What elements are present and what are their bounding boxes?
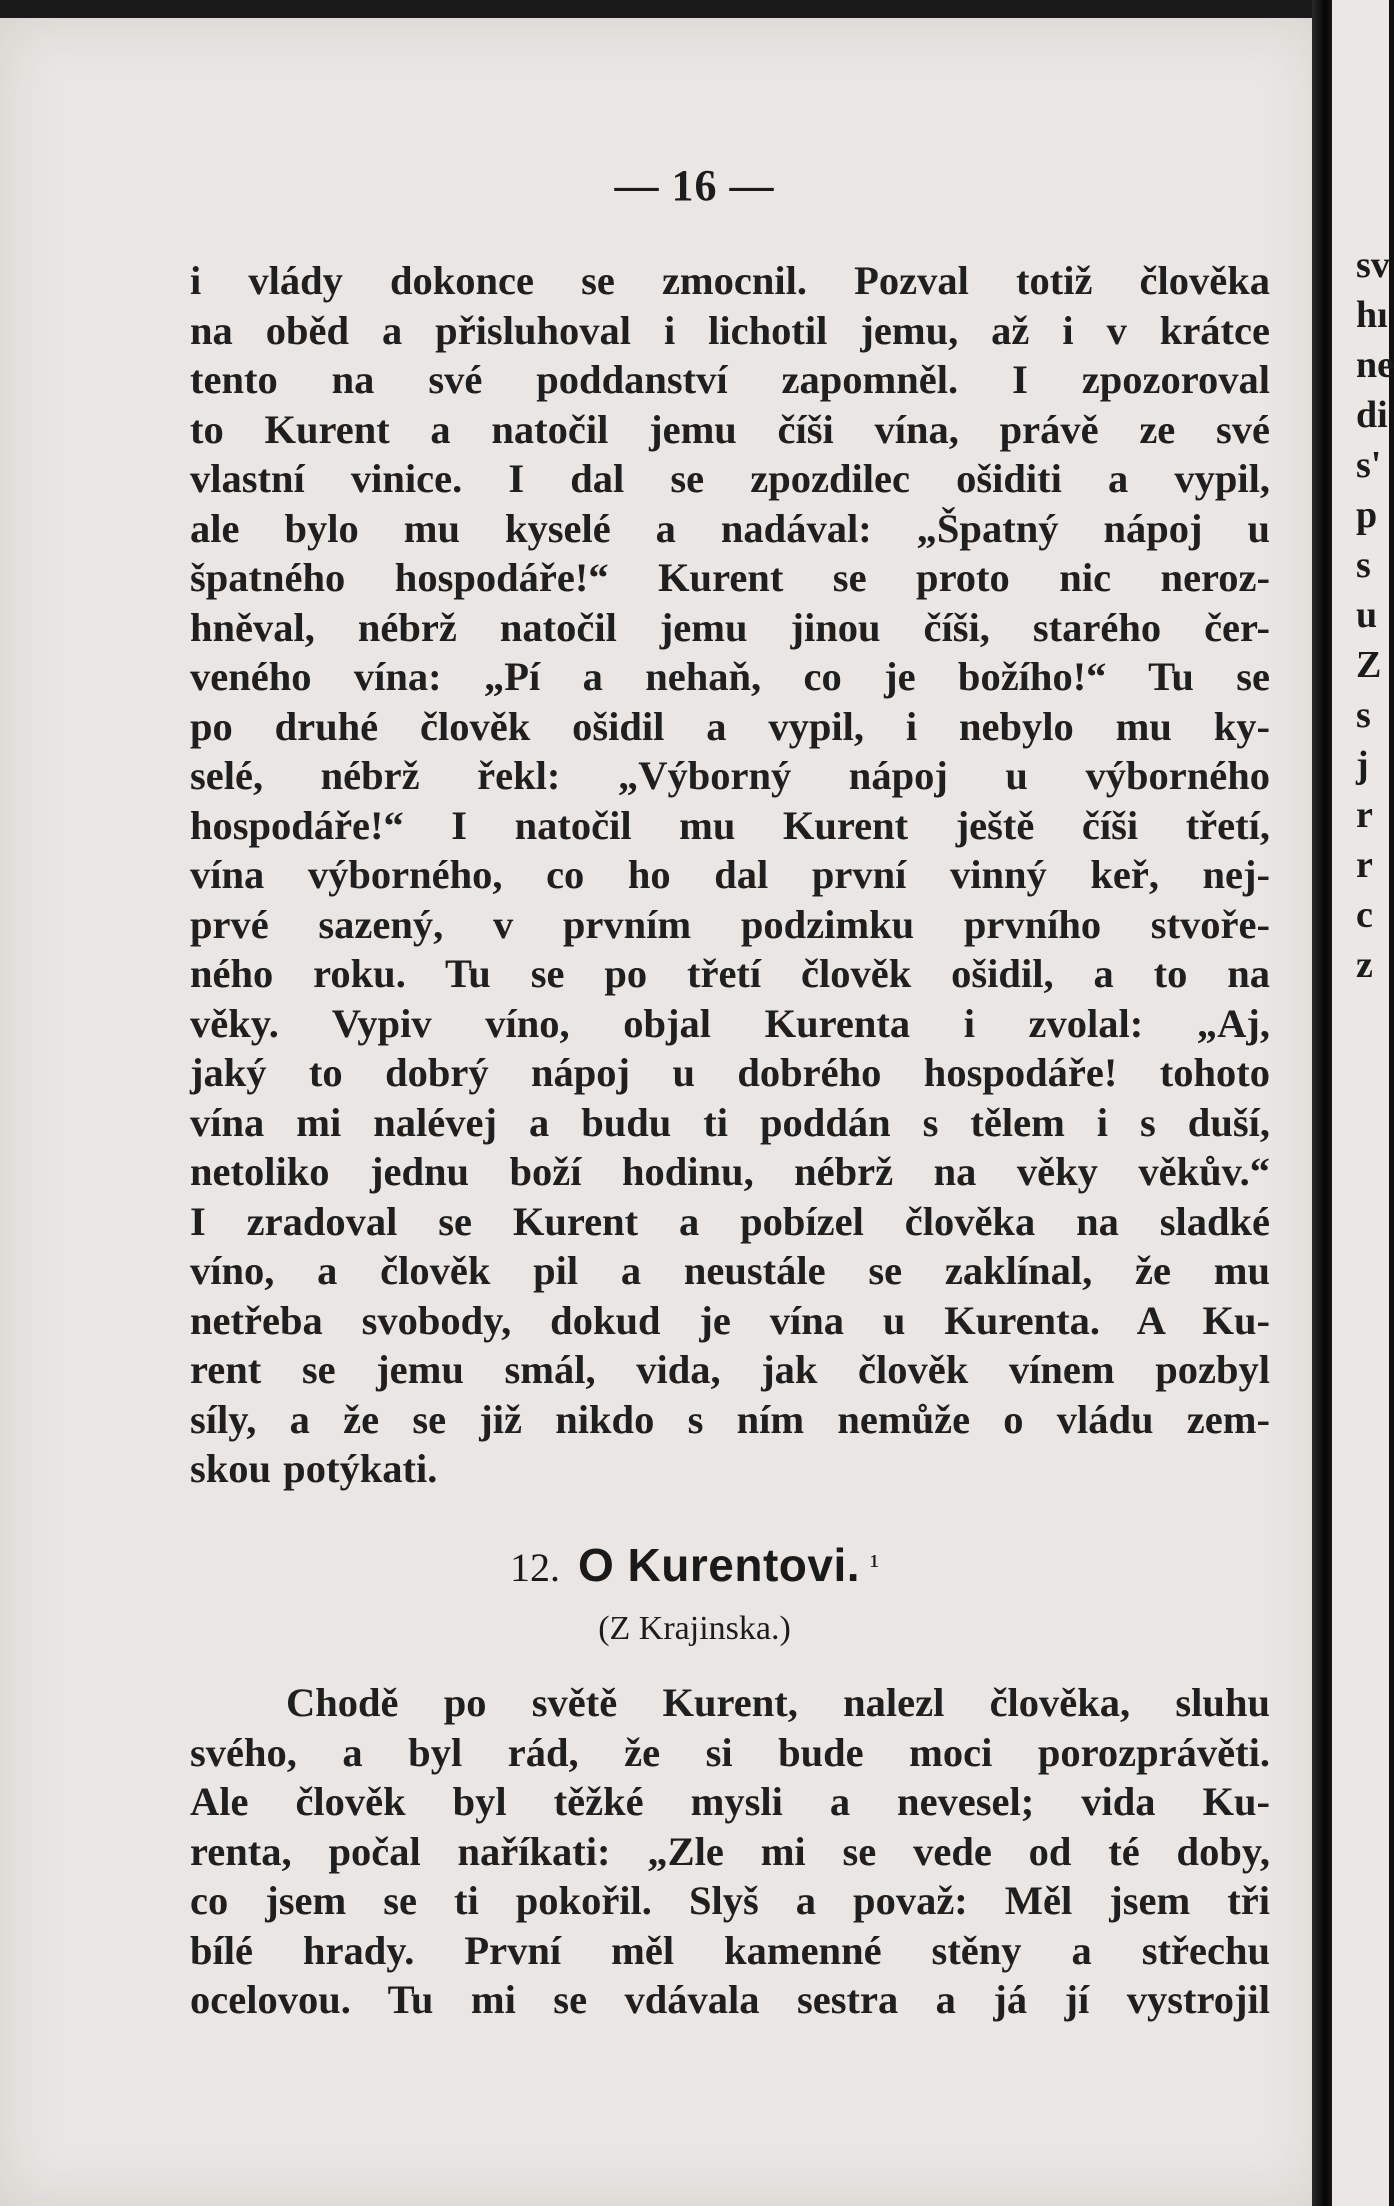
section-number: 12. [509, 1545, 560, 1590]
text-line: svého, a byl rád, že si bude moci porozprávěti. [190, 1729, 1270, 1775]
text-line: síly, a že se již nikdo s ním nemůže o vládu zem- [190, 1396, 1270, 1442]
edge-text: u [1356, 594, 1378, 636]
page-number: — 16 — [614, 161, 775, 210]
text-line: Ale člověk byl těžké mysli a nevesel; vida Ku- [190, 1779, 1270, 1824]
edge-text: s' [1356, 444, 1382, 486]
paragraph-continued [190, 256, 1270, 1494]
text-line: I zradoval se Kurent a pobízel člověka na sladké [190, 1198, 1270, 1244]
text-line: hospodáře!“ I natočil mu Kurent ještě číši třetí, [190, 802, 1270, 848]
section-title: O Kurentovi. [577, 1539, 861, 1591]
text-line: co jsem se ti pokořil. Slyš a považ: Měl jsem tři [190, 1878, 1270, 1923]
text-line: věky. Vypiv víno, objal Kurenta i zvolal: „Aj, [190, 1000, 1270, 1046]
text-line: jaký to dobrý nápoj u dobrého hospodáře! tohoto [190, 1050, 1270, 1095]
text-line: to Kurent a natočil jemu číši vína, právě ze své [190, 406, 1270, 452]
edge-text: r [1356, 794, 1373, 836]
text-line: ale bylo mu kyselé a nadával: „Špatný nápoj u [190, 505, 1270, 551]
text-line: selé, nébrž řekl: „Výborný nápoj u výborného [190, 753, 1270, 798]
edge-text: di [1356, 394, 1388, 436]
text-line: špatného hospodáře!“ Kurent se proto nic neroz- [190, 555, 1270, 600]
text-line: vína výborného, co ho dal první vinný keř, nej- [190, 852, 1270, 897]
edge-text: hı [1356, 294, 1388, 336]
edge-text: ne [1356, 344, 1394, 386]
text-line: ného roku. Tu se po třetí člověk ošidil, a to na [190, 951, 1270, 996]
text-line: skou potýkati. [190, 1446, 438, 1491]
text-line: vína mi nalévej a budu ti poddán s tělem i s duší, [190, 1099, 1270, 1145]
edge-text: Z [1356, 644, 1382, 686]
edge-text: sv [1356, 244, 1390, 286]
text-line: netoliko jednu boží hodinu, nébrž na věky věkův.“ [190, 1149, 1270, 1194]
paragraph [190, 1678, 1270, 2025]
text-line: netřeba svobody, dokud je vína u Kurenta. A Ku- [190, 1297, 1270, 1343]
edge-text: r [1356, 844, 1373, 886]
text-line: Chodě po světě Kurent, nalezl člověka, sluhu [286, 1680, 1270, 1725]
edge-text: p [1356, 494, 1378, 536]
edge-text: s [1356, 694, 1371, 736]
text-line: rent se jemu smál, vida, jak člověk vínem pozbyl [190, 1347, 1270, 1392]
book-page [0, 18, 1322, 2206]
footnote-mark: ¹ [870, 1548, 880, 1582]
text-line: veného vína: „Pí a nehaň, co je božího!“ Tu se [190, 654, 1270, 699]
section-source: (Z Krajinska.) [598, 1610, 791, 1647]
text-line: vlastní vinice. I dal se zpozdilec ošiditi a vypil, [190, 456, 1270, 501]
gutter-shadow [1312, 0, 1334, 2206]
text-line: víno, a člověk pil a neustále se zaklínal, že mu [190, 1248, 1270, 1293]
text-line: po druhé člověk ošidil a vypil, i nebylo mu ky- [190, 703, 1270, 749]
text-line: hněval, nébrž natočil jemu jinou číši, starého čer- [190, 604, 1270, 650]
text-line: tento na své poddanství zapomněl. I zpozoroval [190, 357, 1270, 402]
edge-text: j [1356, 744, 1369, 786]
text-line: na oběd a přisluhoval i lichotil jemu, až i v krátce [190, 307, 1270, 353]
text-line: bílé hrady. První měl kamenné stěny a střechu [190, 1927, 1270, 1973]
edge-text: z [1356, 944, 1373, 986]
edge-text: s [1356, 544, 1371, 586]
section-heading [0, 1538, 1389, 1592]
text-line: prvé sazený, v prvním podzimku prvního stvoře- [190, 901, 1270, 947]
text-line: i vlády dokonce se zmocnil. Pozval totiž člověka [190, 258, 1270, 303]
adjacent-page-edge [1332, 0, 1394, 2206]
text-line: ocelovou. Tu mi se vdávala sestra a já jí vystrojil [190, 1977, 1270, 2022]
text-line: renta, počal naříkati: „Zle mi se vede od té doby, [190, 1828, 1270, 1874]
edge-text: c [1356, 894, 1373, 936]
